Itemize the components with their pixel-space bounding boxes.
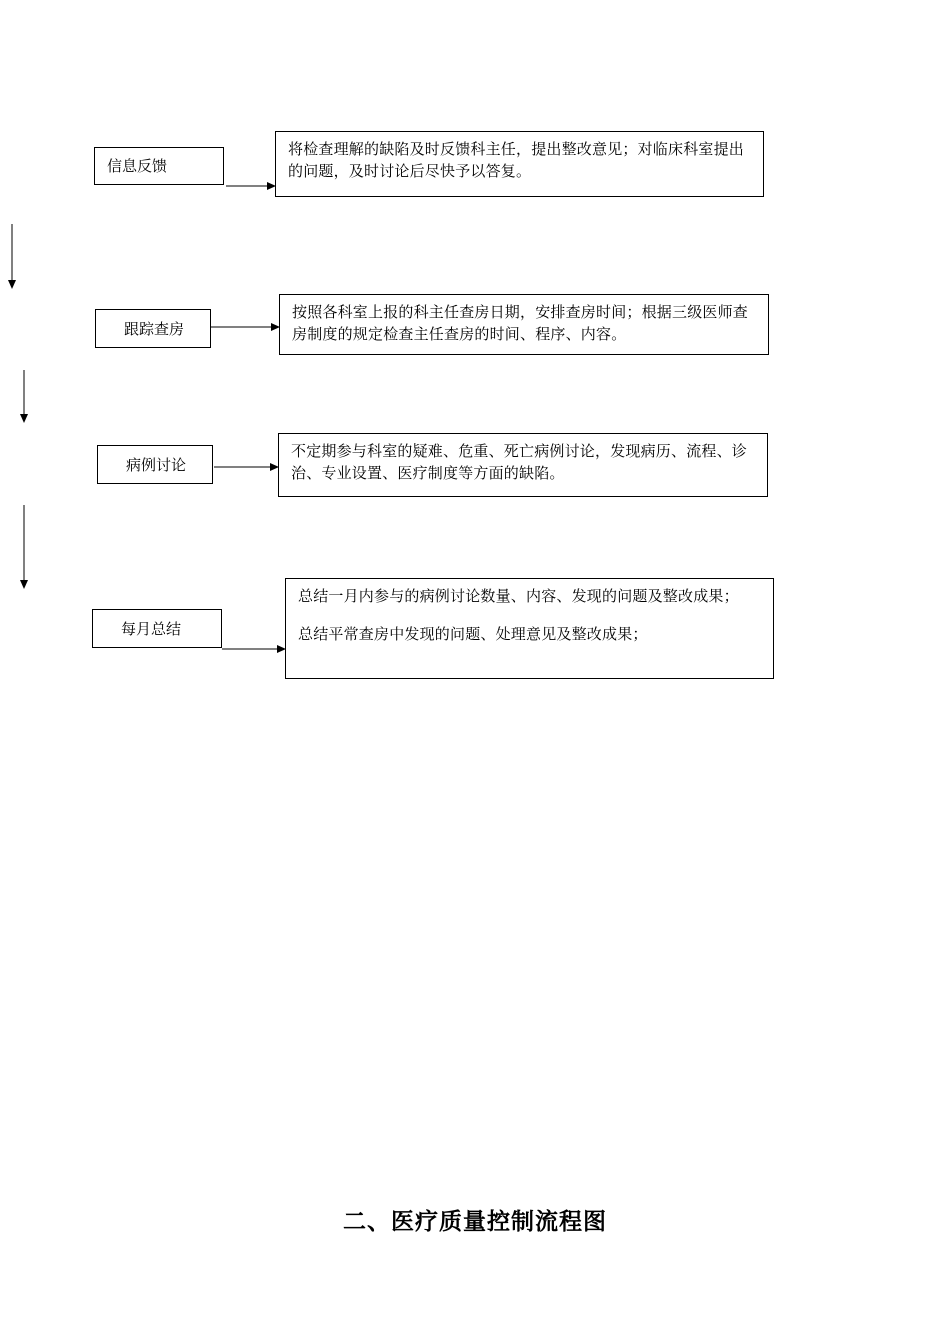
step-label: 每月总结 [121,619,182,638]
step-description-box [279,294,769,355]
step-description-text: 将检查理解的缺陷及时反馈科主任，提出整改意见；对临床科室提出的问题，及时讨论后尽快予以答复。 [288,140,745,180]
step-label-box [94,147,224,185]
step-description-box [278,433,768,497]
step-description-text: 按照各科室上报的科主任查房日期，安排查房时间；根据三级医师查房制度的规定检查主任查房的时间、程序、内容。 [292,303,749,343]
step-description-box [285,578,774,679]
step-label-box [92,609,222,648]
step-label: 信息反馈 [107,157,168,175]
step-label-box [97,445,213,484]
step-description-text: 总结一月内参与的病例讨论数量、内容、发现的问题及整改成果； [298,587,739,605]
step-label-box [95,309,211,348]
step-description-text: 不定期参与科室的疑难、危重、死亡病例讨论，发现病历、流程、诊治、专业设置、医疗制度等方面的缺陷。 [291,442,748,482]
step-label: 病例讨论 [126,455,187,474]
step-description-box [275,131,764,197]
step-label: 跟踪查房 [124,319,185,338]
step-description-text: 总结平常查房中发现的问题、处理意见及整改成果； [298,625,648,643]
section-title: 二、医疗质量控制流程图 [343,1209,607,1235]
